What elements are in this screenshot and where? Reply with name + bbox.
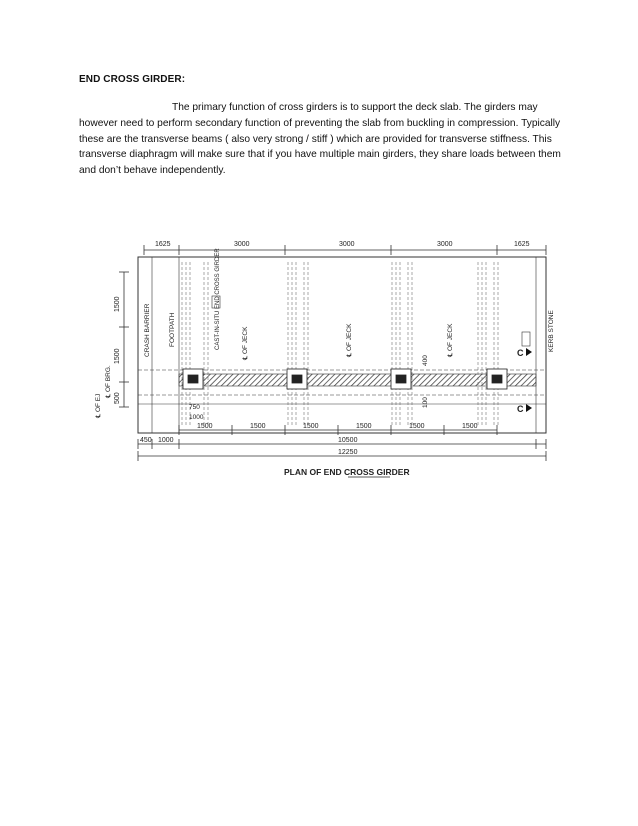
- small-box: [522, 332, 530, 346]
- label-jeck-1: ℄ OF JECK: [242, 326, 249, 360]
- top-dim-1: 1625: [155, 241, 171, 248]
- cross-girder-strip: [179, 374, 536, 386]
- small-dim-1000: 1000: [189, 414, 204, 421]
- label-cast-in-situ: CAST-IN-SITU END CROSS GIRDER: [215, 248, 221, 350]
- label-jeck-2: ℄ OF JECK: [346, 323, 353, 357]
- top-dim-2: 3000: [234, 241, 250, 248]
- label-footpath: FOOTPATH: [169, 312, 176, 347]
- label-cl-ej: ℄ OF EJ: [95, 393, 102, 418]
- bottom-dim-2: 1500: [250, 423, 266, 430]
- small-dim-400: 400: [422, 355, 429, 366]
- left-dimension-line: [119, 272, 129, 407]
- section-heading: END CROSS GIRDER:: [79, 74, 186, 85]
- bottom-dim-1: 1500: [197, 423, 213, 430]
- small-dim-100: 100: [422, 397, 429, 408]
- bottom-dim-3: 1500: [303, 423, 319, 430]
- paragraph-rest: however need to perform secondary function of preventing the slab from buckling in compression. Typically these are the transverse beams ( also very strong / stiff ) which are provided for transverse stiffness. This transverse diaphragm will make sure that if you have multiple main girders, they share loads between them and don’t behave independently.: [79, 117, 561, 177]
- top-dim-3: 3000: [339, 241, 355, 248]
- small-dim-750: 750: [189, 404, 200, 411]
- bottom-dim-4: 1500: [356, 423, 372, 430]
- drawing-svg: [86, 232, 566, 488]
- cross-girder-drawing: [86, 232, 566, 488]
- label-cl-brg: ℄ OF BRG.: [105, 365, 112, 398]
- bottom-dim-450: 450: [140, 437, 152, 444]
- label-crash-barrier: CRASH BARRIER: [144, 303, 151, 357]
- top-dim-5: 1625: [514, 241, 530, 248]
- label-jeck-3: ℄ OF JECK: [447, 323, 454, 357]
- left-dim-2: 1500: [114, 348, 121, 364]
- label-kerb-stone: KERB STONE: [548, 310, 555, 352]
- left-dim-3: 500: [114, 392, 121, 404]
- overall-dim-10500: 10500: [338, 437, 358, 444]
- overall-dim-12250: 12250: [338, 449, 358, 456]
- top-dim-4: 3000: [437, 241, 453, 248]
- section-mark-2: C: [517, 404, 524, 414]
- bottom-dim-6: 1500: [462, 423, 478, 430]
- bottom-dim-1000: 1000: [158, 437, 174, 444]
- figure-caption: PLAN OF END CROSS GIRDER: [284, 467, 410, 477]
- paragraph-line-1: The primary function of cross girders is to support the deck slab. The girders may: [172, 102, 538, 113]
- section-mark-1: C: [517, 348, 524, 358]
- bottom-dim-5: 1500: [409, 423, 425, 430]
- left-dim-1: 1500: [114, 296, 121, 312]
- body-paragraph: [79, 100, 567, 179]
